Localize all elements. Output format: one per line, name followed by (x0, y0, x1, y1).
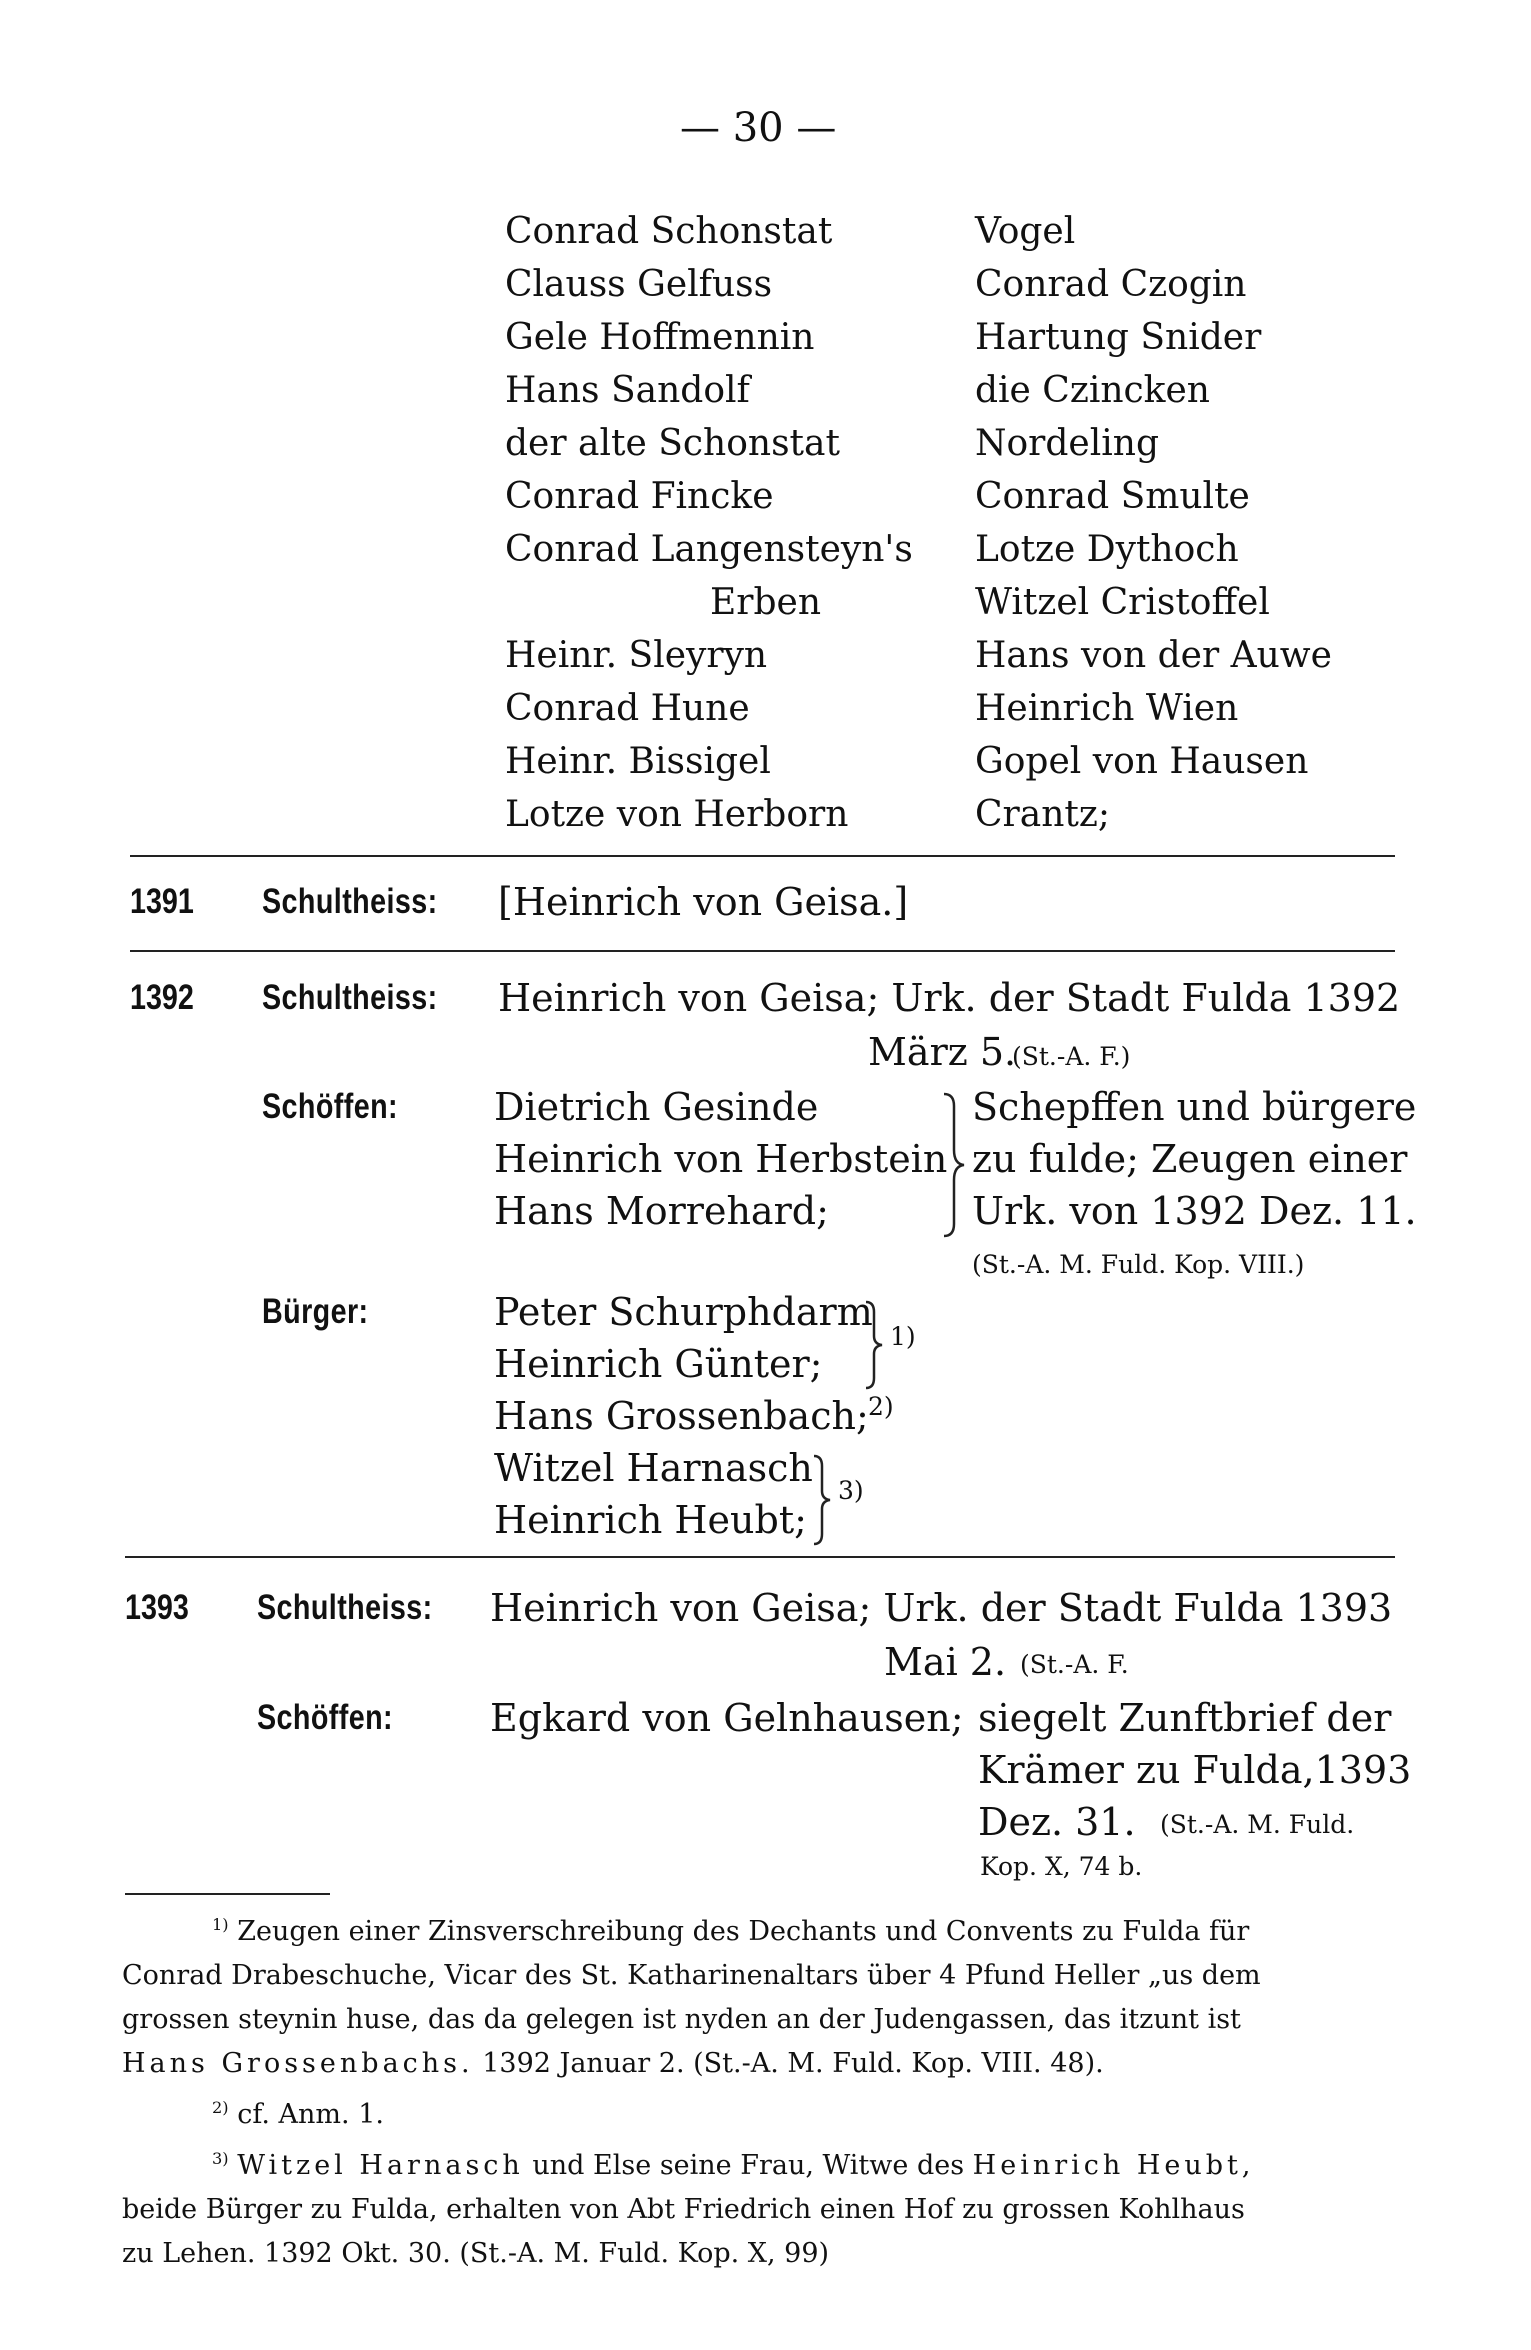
name-line: Conrad Hune (505, 688, 750, 729)
name-line: Conrad Czogin (975, 264, 1247, 305)
schoeffen-note-line: Krämer zu Fulda,1393 (978, 1748, 1412, 1792)
schoeffen-note-line: Schepffen und bürgere (972, 1085, 1417, 1129)
left-name-column (505, 205, 913, 841)
role-buerger-1392: Bürger: (262, 1292, 369, 1331)
right-name-column (975, 205, 1332, 841)
name-line: Gele Hoffmennin (505, 317, 815, 358)
name-line: Conrad Fincke (505, 476, 774, 517)
schultheiss-1391-text: [Heinrich von Geisa.] (498, 880, 909, 924)
spaced-name: Hans Grossenbachs. (122, 2048, 474, 2079)
name-line: Conrad Smulte (975, 476, 1250, 517)
footnote-ref: 2) (868, 1392, 894, 1421)
name-line: Hartung Snider (975, 317, 1262, 358)
name-line: Nordeling (975, 423, 1159, 464)
schoeffen-1393-source: (St.-A. M. Fuld. (1160, 1810, 1355, 1839)
year-1392: 1392 (130, 978, 194, 1017)
schultheiss-1392-text: Heinrich von Geisa; Urk. der Stadt Fulda 1392 (498, 976, 1401, 1020)
name-line: Heinr. Bissigel (505, 741, 771, 782)
schoeffen-1393-source2: Kop. X, 74 b. (980, 1852, 1143, 1881)
name-line: Erben (710, 582, 822, 623)
right-brace-icon (862, 1300, 888, 1390)
schultheiss-1392-source: (St.-A. F.) (1012, 1042, 1131, 1071)
section-divider (130, 855, 1395, 857)
name-line: Conrad Langensteyn's (505, 529, 913, 570)
footnote-marker: 3) (212, 2149, 229, 2168)
role-schultheiss-1391: Schultheiss: (262, 882, 438, 921)
footnote-text-line: cf. Anm. 1. (237, 2099, 384, 2130)
section-divider (125, 1556, 1395, 1558)
schultheiss-1392-date: März 5. (868, 1030, 1017, 1074)
footnote-1 (122, 1903, 1261, 2086)
name-line: Hans Sandolf (505, 370, 750, 411)
page-number: — 30 — (680, 105, 837, 151)
buerger-name: Witzel Harnasch (494, 1446, 813, 1490)
footnote-ref: 1) (890, 1322, 916, 1351)
footnote-text-line: grossen steynin huse, das da gelegen ist nyden an der Judengassen, das itzunt ist (122, 2004, 1241, 2035)
buerger-name: Hans Grossenbach; (494, 1394, 869, 1438)
year-1391: 1391 (130, 882, 194, 921)
name-line: Conrad Schonstat (505, 211, 833, 252)
schoeffen-note-line: Urk. von 1392 Dez. 11. (972, 1189, 1417, 1233)
footnote-marker: 2) (212, 2098, 229, 2117)
buerger-name: Heinrich Günter; (494, 1342, 823, 1386)
name-line: Heinr. Sleyryn (505, 635, 768, 676)
right-brace-icon (940, 1092, 970, 1238)
footnote-marker: 1) (212, 1915, 229, 1934)
footnote-text-line: Zeugen einer Zinsverschreibung des Dechants und Convents zu Fulda für (237, 1916, 1250, 1947)
spaced-name: Heinrich Heubt, (972, 2150, 1255, 2181)
schoeffen-note-line: siegelt Zunftbrief der (978, 1696, 1392, 1740)
right-brace-icon (810, 1454, 836, 1546)
spaced-name: Witzel Harnasch (237, 2150, 524, 2181)
footnote-3 (122, 2137, 1261, 2276)
schoeffen-note-line: zu fulde; Zeugen einer (972, 1137, 1408, 1181)
role-schoeffen-1393: Schöffen: (257, 1698, 394, 1737)
schultheiss-1393-text: Heinrich von Geisa; Urk. der Stadt Fulda 1393 (490, 1586, 1393, 1630)
name-line: Clauss Gelfuss (505, 264, 773, 305)
buerger-name: Peter Schurphdarm (494, 1290, 873, 1334)
schultheiss-1393-source: (St.-A. F. (1020, 1650, 1129, 1679)
year-1393: 1393 (125, 1588, 189, 1627)
footnote-text-line: Conrad Drabeschuche, Vicar des St. Katharinenaltars über 4 Pfund Heller „us dem (122, 1960, 1261, 1991)
name-line: die Czincken (975, 370, 1210, 411)
section-divider (130, 950, 1395, 952)
footnote-text-line: zu Lehen. 1392 Okt. 30. (St.-A. M. Fuld. Kop. X, 99) (122, 2238, 830, 2269)
name-line: Witzel Cristoffel (975, 582, 1270, 623)
role-schoeffen-1392: Schöffen: (262, 1087, 399, 1126)
role-schultheiss-1393: Schultheiss: (257, 1588, 433, 1627)
footnote-text-line: beide Bürger zu Fulda, erhalten von Abt Friedrich einen Hof zu grossen Kohlhaus (122, 2194, 1245, 2225)
footnote-text-line: 1392 Januar 2. (St.-A. M. Fuld. Kop. VIII. 48). (482, 2048, 1104, 2079)
footnotes (122, 1903, 1261, 2276)
footnote-2 (122, 2086, 1261, 2137)
schoeffen-source: (St.-A. M. Fuld. Kop. VIII.) (972, 1250, 1305, 1279)
name-line: der alte Schonstat (505, 423, 840, 464)
name-line: Crantz; (975, 794, 1110, 835)
footnote-text-line: und Else seine Frau, Witwe des (532, 2150, 965, 2181)
schultheiss-1393-date: Mai 2. (884, 1640, 1007, 1684)
name-line: Lotze von Herborn (505, 794, 849, 835)
role-schultheiss-1392: Schultheiss: (262, 978, 438, 1017)
schoeffe-name: Heinrich von Herbstein (494, 1137, 948, 1181)
schoeffe-name: Hans Morrehard; (494, 1189, 829, 1233)
buerger-name: Heinrich Heubt; (494, 1498, 807, 1542)
name-line: Lotze Dythoch (975, 529, 1239, 570)
schoeffe-name: Dietrich Gesinde (494, 1085, 819, 1129)
name-line: Heinrich Wien (975, 688, 1239, 729)
name-line: Vogel (975, 211, 1076, 252)
schoeffen-1393-date: Dez. 31. (978, 1800, 1136, 1844)
schoeffe-name: Egkard von Gelnhausen; (490, 1696, 964, 1740)
name-line: Gopel von Hausen (975, 741, 1309, 782)
name-line: Hans von der Auwe (975, 635, 1332, 676)
footnote-divider (125, 1893, 330, 1895)
footnote-ref: 3) (838, 1476, 864, 1505)
